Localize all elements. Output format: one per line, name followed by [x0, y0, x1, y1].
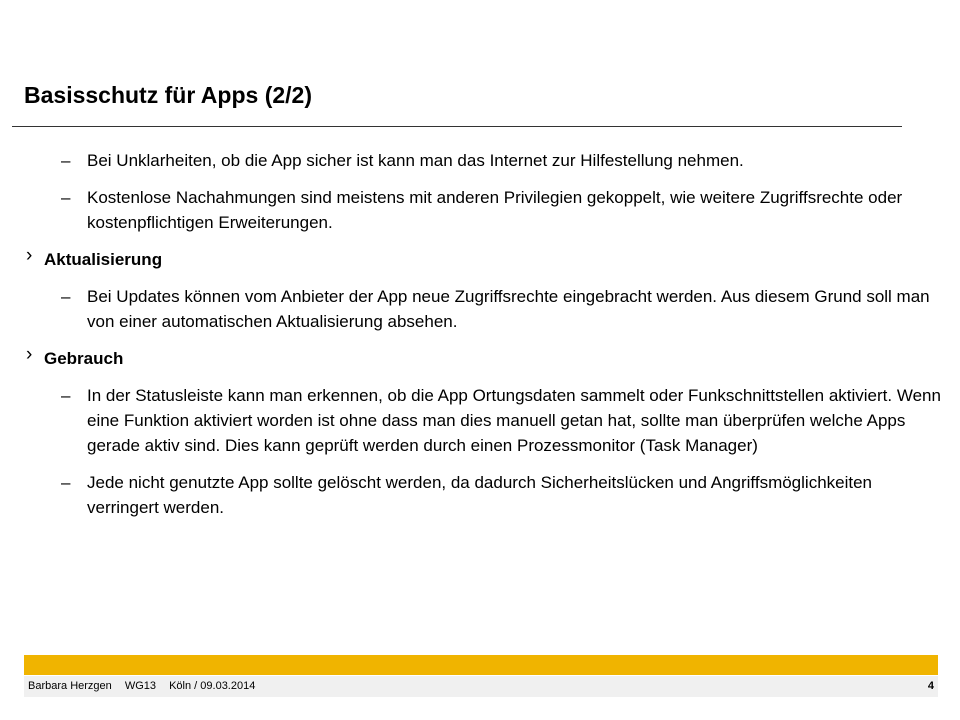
footer-info	[28, 680, 265, 692]
list-item-text: In der Statusleiste kann man erkennen, ob die App Ortungsdaten sammelt oder Funkschnittstellen aktiviert. Wenn eine Funktion aktiviert worden ist ohne dass man dies manuell getan hat, sollte man überprüfen welche Apps gerade aktiv sind. Dies kann geprüft werden durch einen Prozessmonitor (Task Manager)	[87, 386, 941, 455]
section-heading-gebrauch	[26, 346, 946, 371]
chevron-right-icon: ›	[26, 245, 33, 266]
footer-place-date: Köln / 09.03.2014	[169, 680, 256, 692]
list-item	[26, 185, 946, 235]
list-item	[26, 383, 946, 458]
section-heading-text: Aktualisierung	[44, 250, 163, 269]
footer-group: WG13	[124, 680, 157, 692]
dash-bullet-icon: –	[61, 473, 71, 492]
footer-author: Barbara Herzgen	[28, 680, 112, 692]
title-divider	[12, 126, 902, 127]
dash-bullet-icon: –	[61, 151, 71, 170]
list-item-text: Bei Unklarheiten, ob die App sicher ist kann man das Internet zur Hilfestellung nehmen.	[87, 151, 744, 170]
list-item	[26, 284, 946, 334]
list-item-text: Jede nicht genutzte App sollte gelöscht werden, da dadurch Sicherheitslücken und Angriffsmöglichkeiten verringert werden.	[87, 473, 873, 517]
chevron-right-icon: ›	[26, 344, 33, 365]
slide-title: Basisschutz für Apps (2/2)	[24, 82, 312, 108]
list-item-text: Kostenlose Nachahmungen sind meistens mit anderen Privilegien gekoppelt, wie weitere Zugriffsrechte oder kostenpflichtigen Erweiterungen.	[87, 188, 903, 232]
dash-bullet-icon: –	[61, 386, 71, 405]
list-item	[26, 148, 946, 173]
section-heading-aktualisierung	[26, 247, 946, 272]
list-item	[26, 470, 946, 520]
dash-bullet-icon: –	[61, 287, 71, 306]
slide-body	[26, 148, 946, 532]
footer-accent-bar	[24, 655, 938, 675]
page-number: 4	[927, 680, 934, 692]
list-item-text: Bei Updates können vom Anbieter der App neue Zugriffsrechte eingebracht werden. Aus diesem Grund soll man von einer automatischen Aktualisierung absehen.	[87, 287, 930, 331]
section-heading-text: Gebrauch	[44, 349, 124, 368]
dash-bullet-icon: –	[61, 188, 71, 207]
